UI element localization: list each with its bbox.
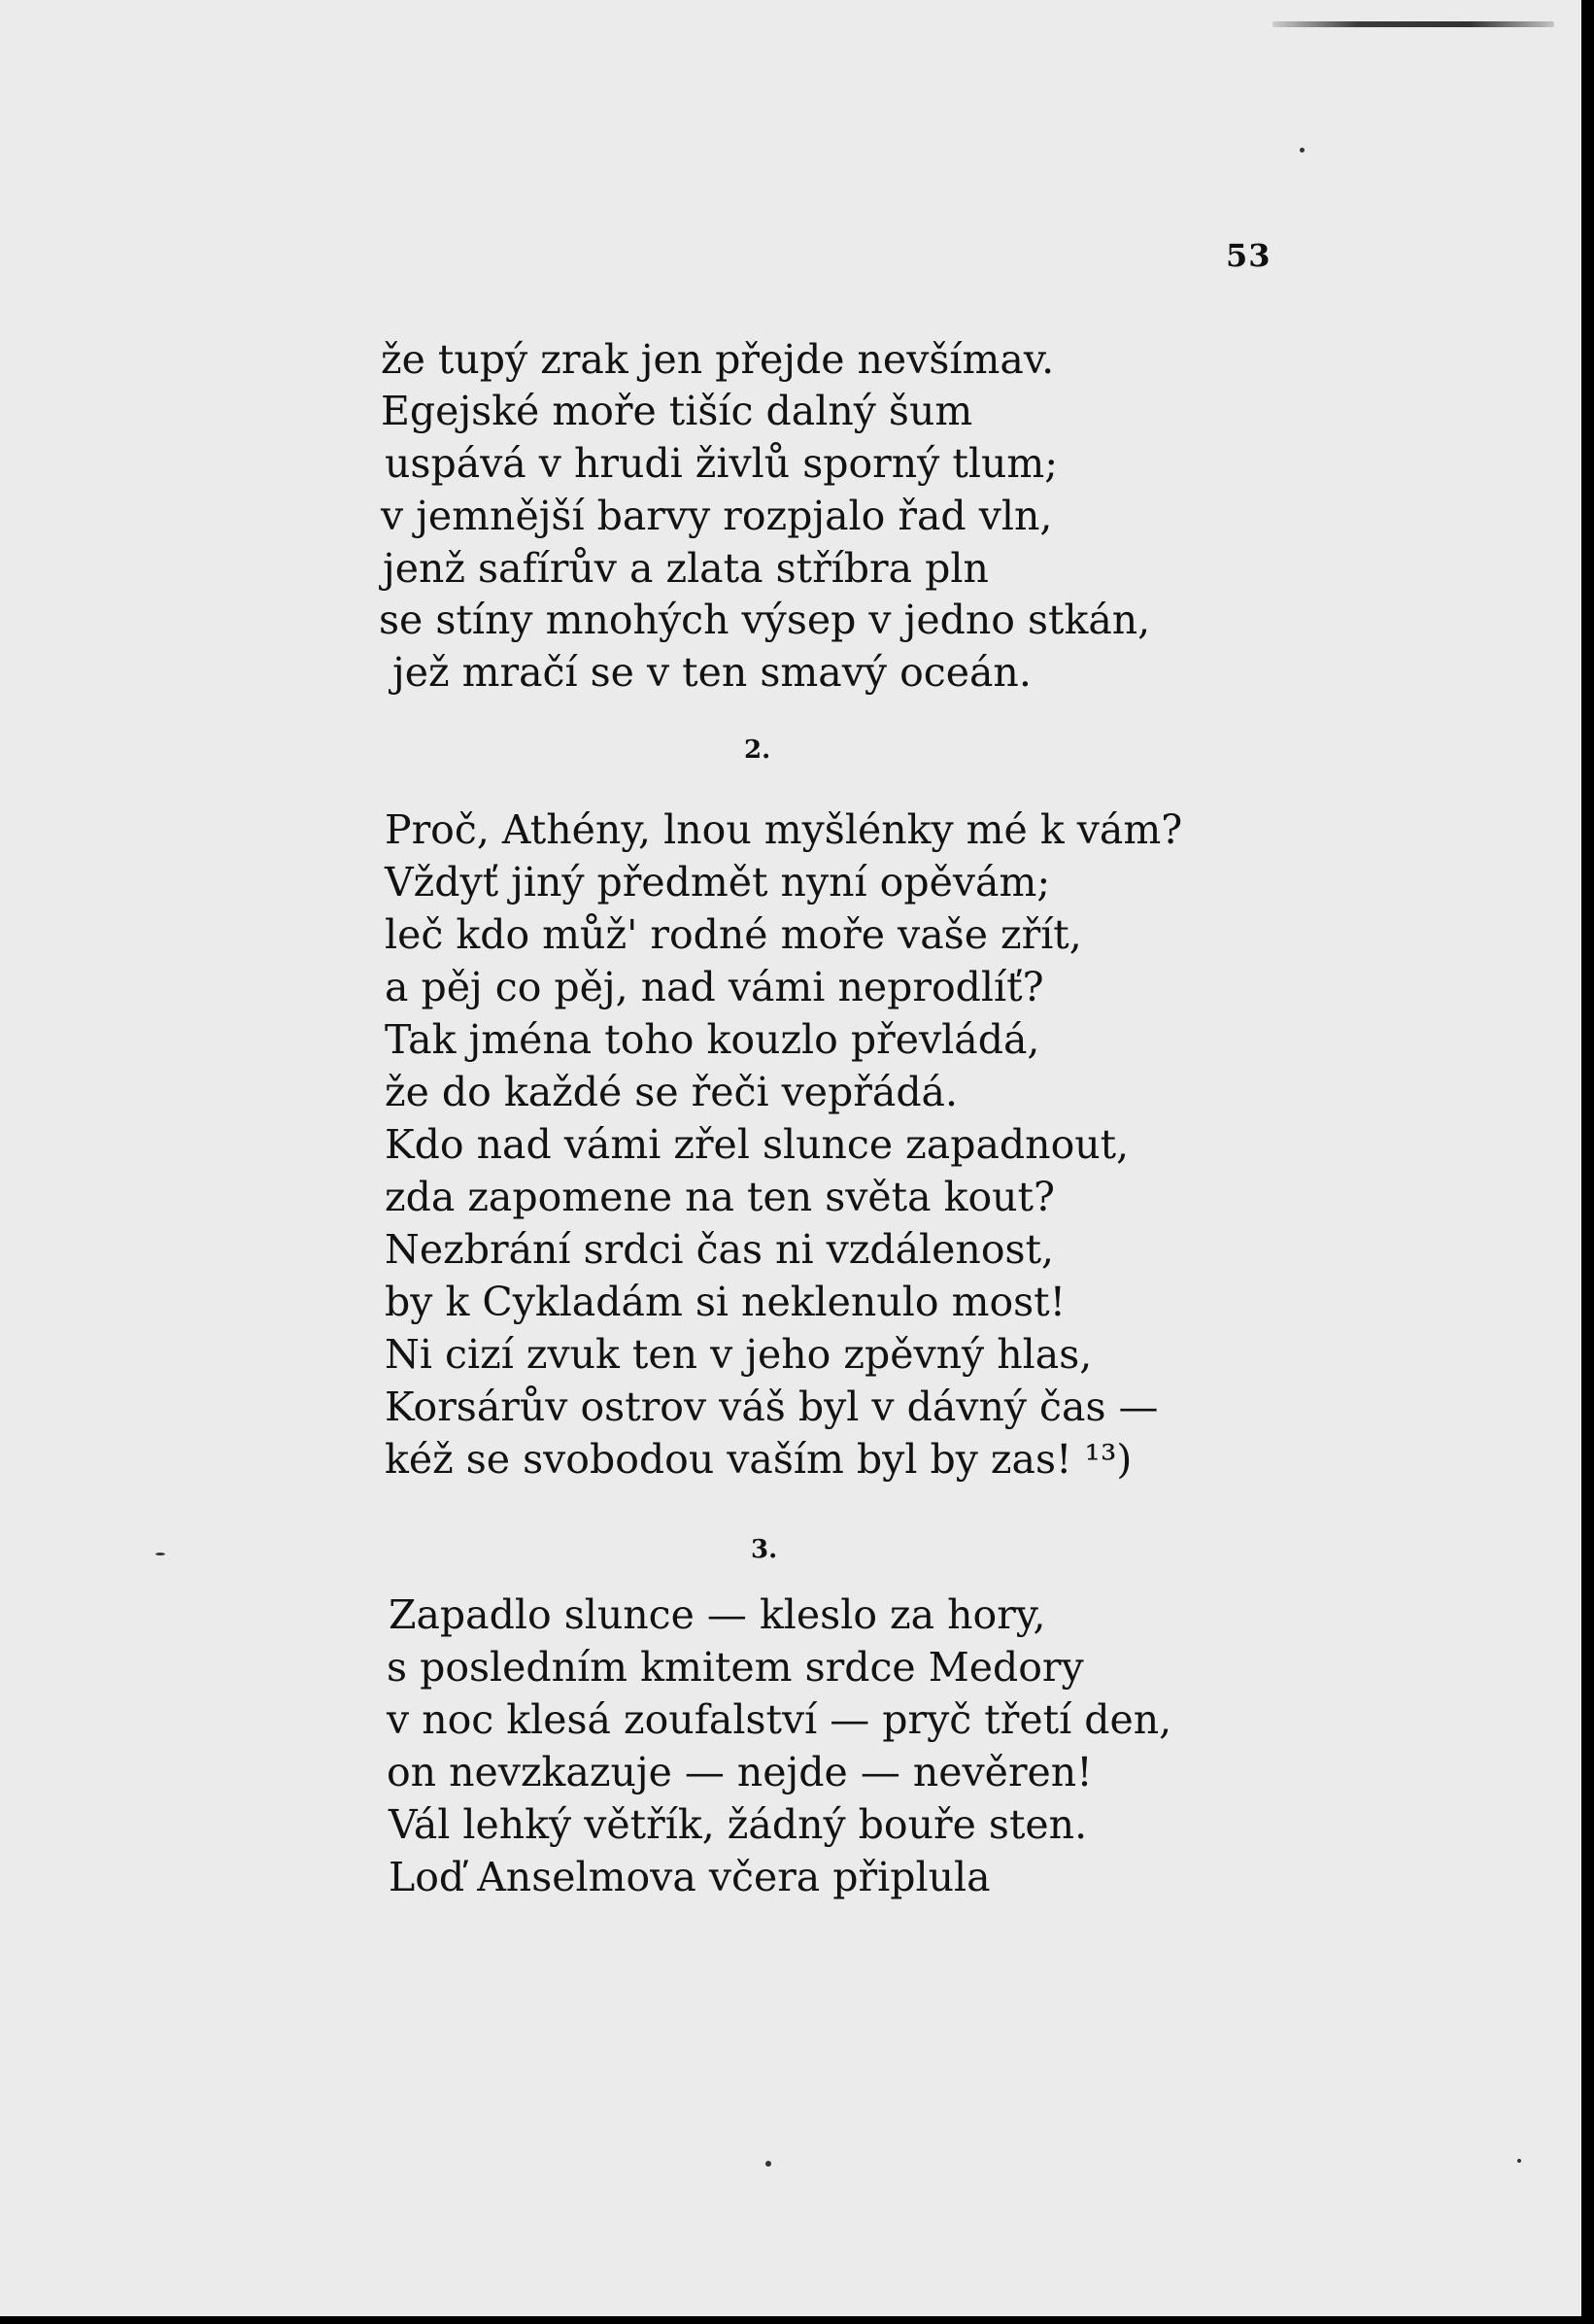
text-line: leč kdo můž' rodné moře vaše zřít, bbox=[385, 911, 1082, 958]
text-line: by k Cykladám si neklenulo most! bbox=[385, 1279, 1067, 1325]
text-line: jež mračí se v ten smavý oceán. bbox=[392, 649, 1032, 696]
text-line: Nezbrání srdci čas ni vzdálenost, bbox=[385, 1226, 1055, 1273]
text-line: zda zapomene na ten světa kout? bbox=[385, 1174, 1056, 1220]
text-line: Vál lehký větřík, žádný bouře sten. bbox=[389, 1801, 1088, 1848]
scan-speck bbox=[765, 2161, 771, 2167]
text-line: uspává v hrudi živlů sporný tlum; bbox=[385, 440, 1059, 487]
text-line: Vždyť jiný předmět nyní opěvám; bbox=[385, 859, 1051, 906]
text-line: že do každé se řeči vepřádá. bbox=[385, 1069, 959, 1115]
text-line: Loď Anselmova včera připlula bbox=[389, 1854, 991, 1900]
text-line: Kdo nad vámi zřel slunce zapadnout, bbox=[385, 1121, 1130, 1168]
text-line: že tupý zrak jen přejde nevšímav. bbox=[381, 336, 1055, 383]
text-line: Korsárův ostrov váš byl v dávný čas — bbox=[385, 1384, 1159, 1430]
text-line: Zapadlo slunce — kleslo za hory, bbox=[389, 1591, 1046, 1638]
text-line: Ni cizí zvuk ten v jeho zpěvný hlas, bbox=[385, 1331, 1093, 1378]
section-number: 2. bbox=[744, 735, 771, 765]
text-line: Egejské moře tišíc dalný šum bbox=[381, 388, 973, 434]
page-number: 53 bbox=[1226, 237, 1272, 274]
text-line: v jemnější barvy rozpjalo řad vln, bbox=[381, 493, 1053, 539]
text-line: v noc klesá zoufalství — pryč třetí den, bbox=[387, 1696, 1172, 1743]
top-edge-rule bbox=[1272, 21, 1554, 27]
text-line: Proč, Athény, lnou myšlénky mé k vám? bbox=[385, 806, 1183, 853]
text-line: on nevzkazuje — nejde — nevěren! bbox=[387, 1749, 1093, 1795]
text-line: Tak jména toho kouzlo převládá, bbox=[385, 1016, 1040, 1063]
text-line: s posledním kmitem srdce Medory bbox=[387, 1644, 1084, 1691]
scan-speck bbox=[1300, 148, 1305, 153]
section-number: 3. bbox=[751, 1535, 778, 1564]
text-line: kéž se svobodou vaším byl by zas! ¹³) bbox=[385, 1436, 1133, 1483]
text-line: a pěj co pěj, nad vámi neprodlíť? bbox=[385, 964, 1044, 1010]
text-line: se stíny mnohých výsep v jedno stkán, bbox=[379, 597, 1151, 643]
scan-speck bbox=[1517, 2159, 1521, 2163]
scan-speck bbox=[155, 1553, 165, 1555]
text-line: jenž safírův a zlata stříbra pln bbox=[383, 545, 989, 592]
